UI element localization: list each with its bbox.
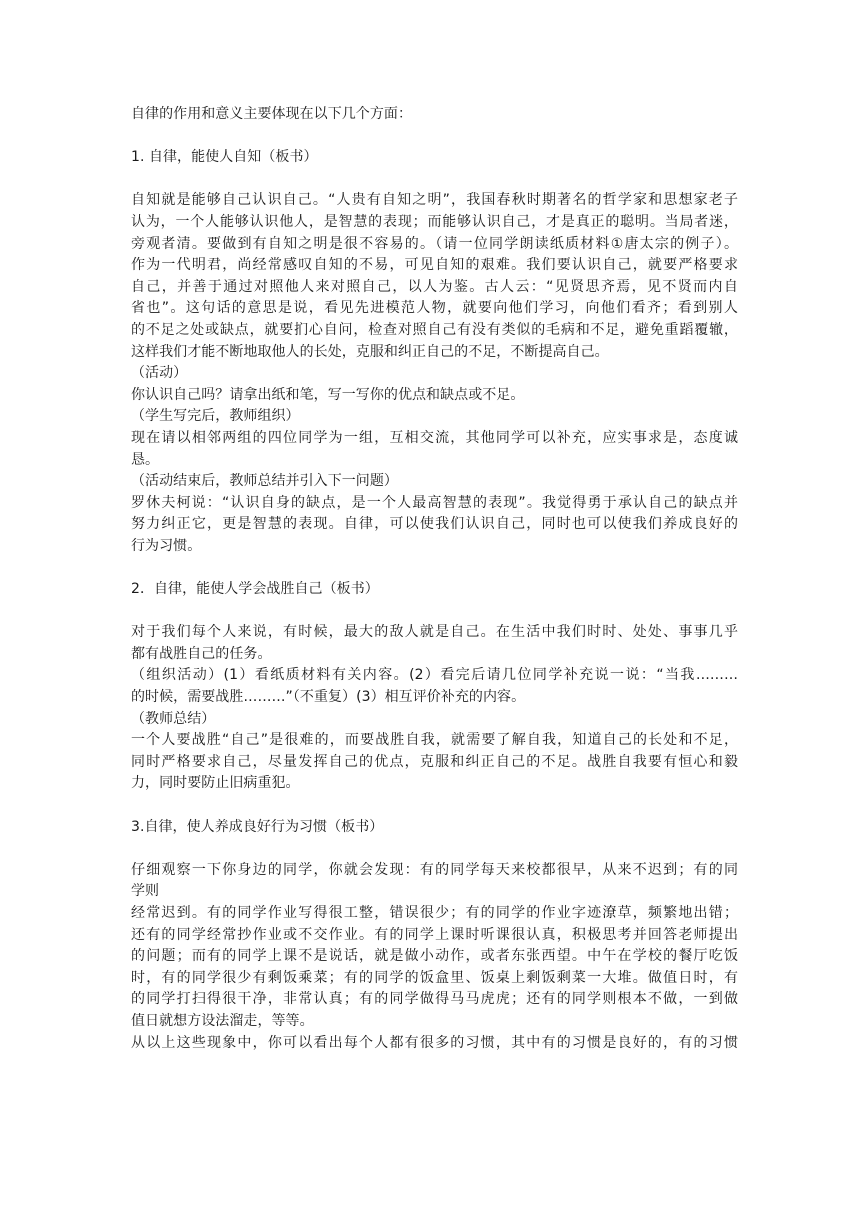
text-line: 罗休夫柯说：“认识自身的缺点，是一个人最高智慧的表现”。我觉得勇于承认自己的缺点并: [131, 494, 738, 511]
text-line: （组织活动）(1）看纸质材料有关内容。(2）看完后请几位同学补充说一说：“当我………: [131, 667, 738, 684]
text-line: 3.自律，使人养成良好行为习惯（板书）: [131, 818, 384, 835]
text-line: （活动）: [131, 365, 188, 382]
text-line: 的同学打扫得很干净，非常认真；有的同学做得马马虎虎；还有的同学则根本不做，一到做: [131, 991, 738, 1008]
text-line: 的时候，需要战胜………”（不重复）(3）相互评价补充的内容。: [131, 689, 526, 706]
text-line: 还有的同学经常抄作业或不交作业。有的同学上课时听课很认真，积极思考并回答老师提出: [131, 926, 738, 943]
paragraph-spacer: [131, 601, 738, 623]
text-line: 学则: [131, 883, 160, 900]
document-page: [131, 104, 738, 1054]
text-line: 对于我们每个人来说，有时候，最大的敌人就是自己。在生活中我们时时、处处、事事几乎: [131, 624, 738, 641]
text-line: （教师总结）: [131, 710, 216, 727]
text-line: 自律的作用和意义主要体现在以下几个方面：: [131, 106, 412, 122]
text-line: 自知就是能够自己认识自己。“人贵有自知之明”，我国春秋时期著名的哲学家和思想家老子: [131, 192, 738, 209]
paragraph-spacer: [131, 126, 738, 148]
text-line: 从以上这些现象中，你可以看出每个人都有很多的习惯，其中有的习惯是良好的，有的习惯: [131, 1034, 738, 1051]
text-line: 你认识自己吗？请拿出纸和笔，写一写你的优点和缺点或不足。: [131, 386, 525, 403]
text-line: 经常迟到。有的同学作业写得很工整，错误很少；有的同学的作业字迹潦草，频繁地出错；: [131, 904, 738, 921]
text-line: 都有战胜自己的任务。: [131, 645, 272, 662]
text-line: 这样我们才能不断地取他人的长处，克服和纠正自己的不足，不断提高自己。: [131, 343, 609, 360]
text-line: 时，有的同学很少有剩饭乘菜；有的同学的饭盒里、饭桌上剩饭剩菜一大堆。做值日时，有: [131, 969, 738, 986]
text-line: 的问题；而有的同学上课不是说话，就是做小动作，或者东张西望。中午在学校的餐厅吃饭: [131, 948, 738, 965]
text-line: 现在请以相邻两组的四位同学为一组，互相交流，其他同学可以补充，应实事求是，态度诚: [131, 429, 738, 446]
text-line: 作为一代明君，尚经常感叹自知的不易，可见自知的艰难。我们要认识自己，就要严格要求: [131, 257, 738, 274]
text-line: 努力纠正它，更是智慧的表现。自律，可以使我们认识自己，同时也可以使我们养成良好的: [131, 516, 738, 533]
text-line: （活动结束后，教师总结并引入下一问题）: [131, 473, 398, 490]
paragraph-spacer: [131, 169, 738, 191]
text-line: 的不足之处或缺点，就要扪心自问，检查对照自己有没有类似的毛病和不足，避免重蹈覆辙，: [131, 321, 738, 338]
paragraph-spacer: [131, 838, 738, 860]
text-line: 值日就想方设法溜走，等等。: [131, 1012, 314, 1029]
text-line: 自己，并善于通过对照他人来对照自己，以人为鉴。古人云：“见贤思齐焉，见不贤而内自: [131, 278, 738, 295]
text-line: 行为习惯。: [131, 537, 202, 554]
text-line: 旁观者清。要做到有自知之明是很不容易的。（请一位同学朗读纸质材料①唐太宗的例子）。: [131, 235, 738, 252]
text-line: 恳。: [131, 451, 160, 468]
text-line: 同时严格要求自己，尽量发挥自己的优点，克服和纠正自己的不足。战胜自我要有恒心和毅: [131, 753, 738, 770]
text-line: 省也”。这句话的意思是说，看见先进模范人物，就要向他们学习，向他们看齐；看到别人: [131, 300, 738, 317]
text-line: 1. 自律，能使人自知（板书）: [131, 149, 318, 166]
text-line: 认为，一个人能够认识他人，是智慧的表现；而能够认识自己，才是真正的聪明。当局者迷，: [131, 213, 738, 230]
text-line: （学生写完后，教师组织）: [131, 408, 300, 425]
paragraph-spacer: [131, 557, 738, 579]
text-line: 力，同时要防止旧病重犯。: [131, 775, 300, 792]
paragraph-spacer: [131, 795, 738, 817]
text-line: 一个人要战胜“自己”是很难的，而要战胜自我，就需要了解自我，知道自己的长处和不足，: [131, 732, 738, 749]
text-line: 2．自律，能使人学会战胜自己（板书）: [131, 581, 379, 598]
text-line: 仔细观察一下你身边的同学，你就会发现：有的同学每天来校都很早，从来不迟到；有的同: [131, 861, 738, 878]
